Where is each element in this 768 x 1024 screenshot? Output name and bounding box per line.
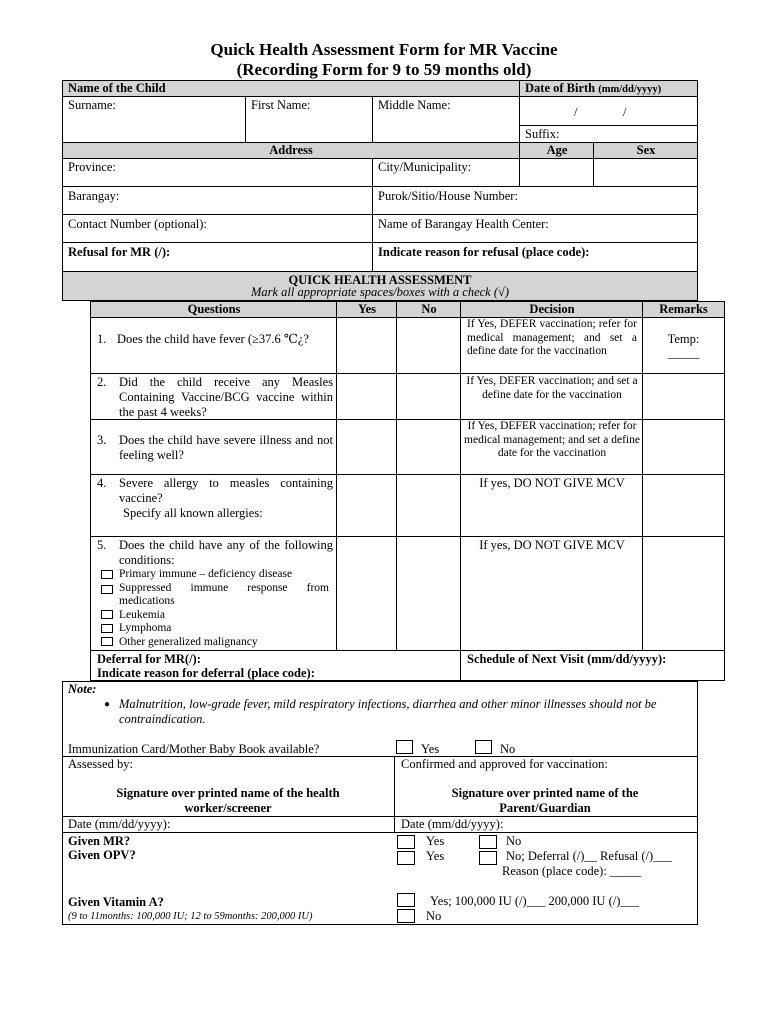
form-title: Quick Health Assessment Form for MR Vaccine: [210, 40, 558, 59]
note-label: Note:: [68, 682, 97, 696]
mr-no-label: No: [506, 834, 522, 848]
vitamin-a-dosage-note: (9 to 11months: 100,000 IU; 12 to 59months: 200,000 IU): [68, 911, 313, 922]
middle-name-field[interactable]: Middle Name:: [378, 98, 451, 112]
question-1: 1. Does the child have fever (≥37.6 ℃¿?: [97, 332, 309, 346]
confirmed-label: Confirmed and approved for vaccination:: [401, 757, 608, 771]
next-visit-field[interactable]: Schedule of Next Visit (mm/dd/yyyy):: [467, 652, 667, 666]
decision-5: If yes, DO NOT GIVE MCV: [479, 538, 625, 552]
contact-field[interactable]: Contact Number (optional):: [68, 217, 207, 231]
opv-no-checkbox[interactable]: [479, 851, 497, 865]
decision-4: If yes, DO NOT GIVE MCV: [479, 476, 625, 490]
decision-2: If Yes, DEFER vaccination; and set a define date for the vaccination: [466, 375, 638, 401]
bullet-icon: ●: [104, 699, 111, 710]
given-opv-label: Given OPV?: [68, 848, 136, 862]
form-subtitle: (Recording Form for 9 to 59 months old): [236, 60, 532, 79]
opv-yes-label: Yes: [426, 849, 445, 863]
assessment-instruction: Mark all appropriate spaces/boxes with a check (√): [250, 285, 510, 299]
opv-no-label: No; Deferral (/)__ Refusal (/)___: [506, 849, 672, 863]
dob-header: Date of Birth (mm/dd/yyyy): [525, 81, 662, 95]
vitamin-yes-label: Yes; 100,000 IU (/)___ 200,000 IU (/)___: [430, 894, 640, 908]
decision-1: If Yes, DEFER vaccination; refer for medical management; and set a define date for the vaccination: [467, 318, 637, 357]
vitamin-no-label: No: [426, 909, 442, 923]
opv-yes-checkbox[interactable]: [397, 851, 415, 865]
condition-item[interactable]: Primary immune – deficiency disease: [101, 568, 331, 582]
given-vitamin-a-label: Given Vitamin A?: [68, 895, 164, 909]
vitamin-yes-checkbox[interactable]: [397, 893, 415, 907]
health-worker-signature[interactable]: Signature over printed name of the health worker/screener: [116, 786, 340, 815]
temp-label: Temp:: [667, 332, 700, 346]
first-name-field[interactable]: First Name:: [251, 98, 311, 112]
sex-header: Sex: [636, 143, 656, 157]
province-field[interactable]: Province:: [68, 160, 116, 174]
dob-slash-2: /: [623, 105, 627, 119]
col-decision: Decision: [529, 302, 575, 316]
mr-yes-checkbox[interactable]: [397, 835, 415, 849]
assessment-header: QUICK HEALTH ASSESSMENT: [288, 273, 472, 287]
checkbox-icon[interactable]: [101, 570, 113, 579]
health-center-field[interactable]: Name of Barangay Health Center:: [378, 217, 549, 231]
worker-date-field[interactable]: Date (mm/dd/yyyy):: [68, 817, 171, 831]
assessed-by-label: Assessed by:: [68, 757, 133, 771]
checkbox-icon[interactable]: [101, 585, 113, 594]
condition-item[interactable]: Leukemia: [101, 609, 331, 623]
vitamin-no-checkbox[interactable]: [397, 909, 415, 923]
condition-item[interactable]: Lymphoma: [101, 622, 331, 636]
col-yes: Yes: [357, 302, 377, 316]
checkbox-icon[interactable]: [101, 610, 113, 619]
condition-item[interactable]: Other generalized malignancy: [101, 636, 331, 650]
checkbox-icon[interactable]: [101, 637, 113, 646]
checkbox-icon[interactable]: [101, 624, 113, 633]
col-remarks: Remarks: [659, 302, 708, 316]
condition-item[interactable]: Suppressed immune response from medications: [101, 582, 331, 609]
parent-signature[interactable]: Signature over printed name of the Parent/Guardian: [451, 786, 639, 815]
address-header: Address: [269, 143, 313, 157]
suffix-field[interactable]: Suffix:: [525, 127, 560, 141]
card-yes-label: Yes: [421, 742, 440, 756]
card-no-checkbox[interactable]: [475, 740, 492, 754]
deferral-field[interactable]: Deferral for MR(/):: [97, 652, 201, 666]
given-mr-label: Given MR?: [68, 834, 131, 848]
question-5: 5. Does the child have any of the following conditions:: [97, 538, 333, 567]
mr-yes-label: Yes: [426, 834, 445, 848]
age-header: Age: [546, 143, 568, 157]
question-4: 4. Severe allergy to measles containing vaccine? Specify all known allergies:: [97, 476, 333, 520]
purok-field[interactable]: Purok/Sitio/House Number:: [378, 189, 518, 203]
opv-reason-field[interactable]: Reason (place code): _____: [502, 864, 642, 878]
conditions-list: [101, 568, 331, 649]
card-question: Immunization Card/Mother Baby Book available?: [68, 742, 320, 756]
question-2: 2. Did the child receive any Measles Containing Vaccine/BCG vaccine within the past 4 weeks?: [97, 375, 333, 419]
surname-field[interactable]: Surname:: [68, 98, 116, 112]
note-text: Malnutrition, low-grade fever, mild respiratory infections, diarrhea and other minor illnesses should not be contraindication.: [119, 697, 657, 726]
deferral-reason-field[interactable]: Indicate reason for deferral (place code):: [97, 666, 315, 680]
col-no: No: [421, 302, 437, 316]
name-of-child-header: Name of the Child: [68, 81, 166, 95]
mr-no-checkbox[interactable]: [479, 835, 497, 849]
temp-input[interactable]: _____: [667, 346, 700, 360]
refusal-reason-field[interactable]: Indicate reason for refusal (place code):: [378, 245, 590, 259]
refusal-field[interactable]: Refusal for MR (/):: [68, 245, 171, 259]
barangay-field[interactable]: Barangay:: [68, 189, 120, 203]
col-questions: Questions: [187, 302, 241, 316]
city-field[interactable]: City/Municipality:: [378, 160, 472, 174]
dob-slash-1: /: [574, 105, 578, 119]
card-yes-checkbox[interactable]: [396, 740, 413, 754]
card-no-label: No: [500, 742, 516, 756]
parent-date-field[interactable]: Date (mm/dd/yyyy):: [401, 817, 504, 831]
decision-3: If Yes, DEFER vaccination; refer for medical management; and set a define date for the vaccination: [464, 420, 640, 459]
question-3: 3. Does the child have severe illness and not feeling well?: [97, 433, 333, 462]
